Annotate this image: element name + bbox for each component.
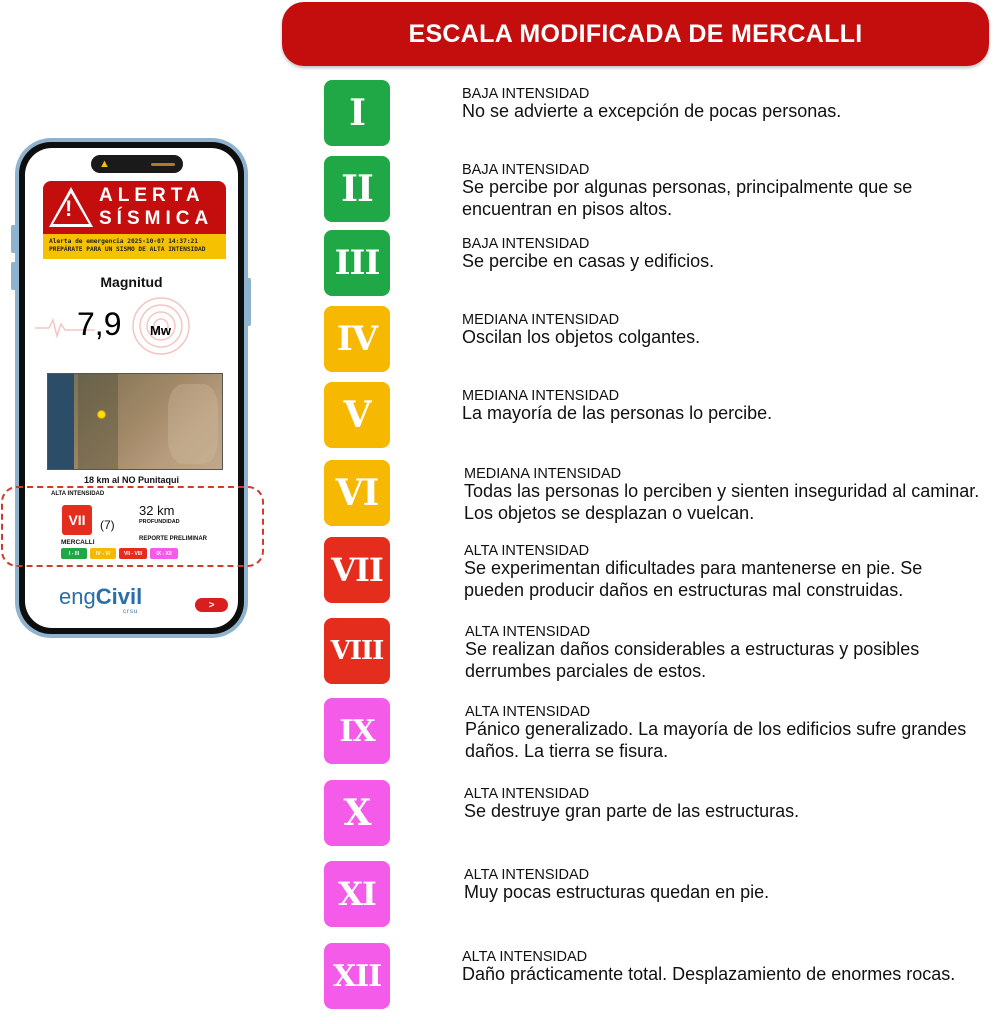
magnitude-unit: Mw: [150, 323, 171, 338]
epicenter-marker: [97, 410, 106, 419]
alert-title-line2: SÍSMICA: [99, 208, 214, 229]
scale-row: [0, 698, 1007, 778]
intensity-badge: VIII: [324, 618, 390, 684]
intensity-level: MEDIANA INTENSIDAD: [464, 466, 622, 482]
scale-bar-high: VII - VIII: [119, 548, 147, 559]
magnitude-value: 7,9: [77, 306, 122, 342]
warning-icon: ▲: [99, 158, 110, 170]
intensity-badge: V: [324, 382, 390, 448]
epicenter-map[interactable]: [47, 373, 223, 470]
magnitude-label: Magnitud: [100, 274, 163, 290]
intensity-badge: VII: [324, 537, 390, 603]
intensity-level: ALTA INTENSIDAD: [462, 949, 588, 965]
intensity-description: Todas las personas lo perciben y sienten inseguridad al caminar. Los objetos se desplazan o vuelcan.: [464, 481, 980, 523]
intensity-description: Se percibe en casas y edificios.: [462, 251, 715, 271]
mercalli-badge: VII: [62, 505, 92, 535]
intensity-level: BAJA INTENSIDAD: [462, 86, 590, 102]
intensity-level: ALTA INTENSIDAD: [464, 867, 590, 883]
intensity-badge: VI: [324, 460, 390, 526]
report-label: REPORTE PRELIMINAR: [139, 536, 208, 542]
epicenter-location: 18 km al NO Punitaqui: [83, 475, 180, 485]
intensity-description: Daño prácticamente total. Desplazamiento de enormes rocas.: [462, 964, 956, 984]
seismic-alert-header: ! ALERTA SÍSMICA: [43, 181, 226, 234]
depth-label: PROFUNDIDAD: [139, 519, 180, 525]
intensity-level: BAJA INTENSIDAD: [462, 236, 590, 252]
intensity-label: ALTA INTENSIDAD: [51, 491, 105, 497]
intensity-description: Muy pocas estructuras quedan en pie.: [464, 882, 770, 902]
title-banner: [282, 2, 989, 66]
intensity-level: BAJA INTENSIDAD: [462, 162, 590, 178]
intensity-description: Se percibe por algunas personas, principalmente que se encuentran en pisos altos.: [462, 177, 913, 219]
intensity-level: ALTA INTENSIDAD: [465, 624, 591, 640]
intensity-level: MEDIANA INTENSIDAD: [462, 312, 620, 328]
intensity-description: Pánico generalizado. La mayoría de los edificios sufre grandes daños. La tierra se fisura.: [465, 719, 967, 761]
dynamic-island: [91, 155, 183, 173]
intensity-description: Se realizan daños considerables a estructuras y posibles derrumbes parciales de estos.: [465, 639, 920, 681]
alert-message: PREPÁRATE PARA UN SISMO DE ALTA INTENSIDAD: [49, 246, 206, 253]
intensity-badge: XI: [324, 861, 390, 927]
intensity-badge: X: [324, 780, 390, 846]
depth-value: 32 km: [139, 503, 175, 518]
scale-bar-extreme: IX - XII: [150, 548, 178, 559]
scale-row: [0, 780, 1007, 860]
intensity-description: Se destruye gran parte de las estructuras.: [464, 801, 800, 821]
alert-timestamp: Alerta de emergencia 2025-10-07 14:37:21: [49, 238, 199, 245]
intensity-badge: IX: [324, 698, 390, 764]
alert-title-line1: ALERTA: [99, 185, 205, 206]
highlight-frame: [1, 486, 264, 567]
intensity-badge: IV: [324, 306, 390, 372]
page-title: ESCALA MODIFICADA DE MERCALLI: [408, 19, 863, 48]
intensity-level: ALTA INTENSIDAD: [464, 543, 590, 559]
logo-subtitle: crsu: [123, 609, 139, 615]
intensity-description: Oscilan los objetos colgantes.: [462, 327, 701, 347]
engcivil-logo: engCivil: [59, 584, 143, 609]
intensity-badge: II: [324, 156, 390, 222]
mercalli-label: MERCALLI: [61, 539, 95, 546]
intensity-level: MEDIANA INTENSIDAD: [462, 388, 620, 404]
intensity-description: La mayoría de las personas lo percibe.: [462, 403, 773, 423]
intensity-badge: III: [324, 230, 390, 296]
intensity-badge: XII: [324, 943, 390, 1009]
alert-info-strip: [43, 234, 226, 259]
signal-icon: [151, 163, 175, 166]
intensity-level: ALTA INTENSIDAD: [464, 786, 590, 802]
intensity-level: ALTA INTENSIDAD: [465, 704, 591, 720]
scale-bar-low: I - III: [61, 548, 87, 559]
intensity-description: No se advierte a excepción de pocas personas.: [462, 101, 842, 121]
scale-row: [0, 861, 1007, 941]
intensity-badge: I: [324, 80, 390, 146]
scale-row: [0, 943, 1007, 1023]
intensity-description: Se experimentan dificultades para mantenerse en pie. Se pueden producir daños en estructuras mal construidas.: [464, 558, 923, 600]
mercalli-number: (7): [100, 518, 115, 532]
scale-bar-medium: IV - VI: [90, 548, 116, 559]
next-button[interactable]: >: [195, 598, 228, 612]
